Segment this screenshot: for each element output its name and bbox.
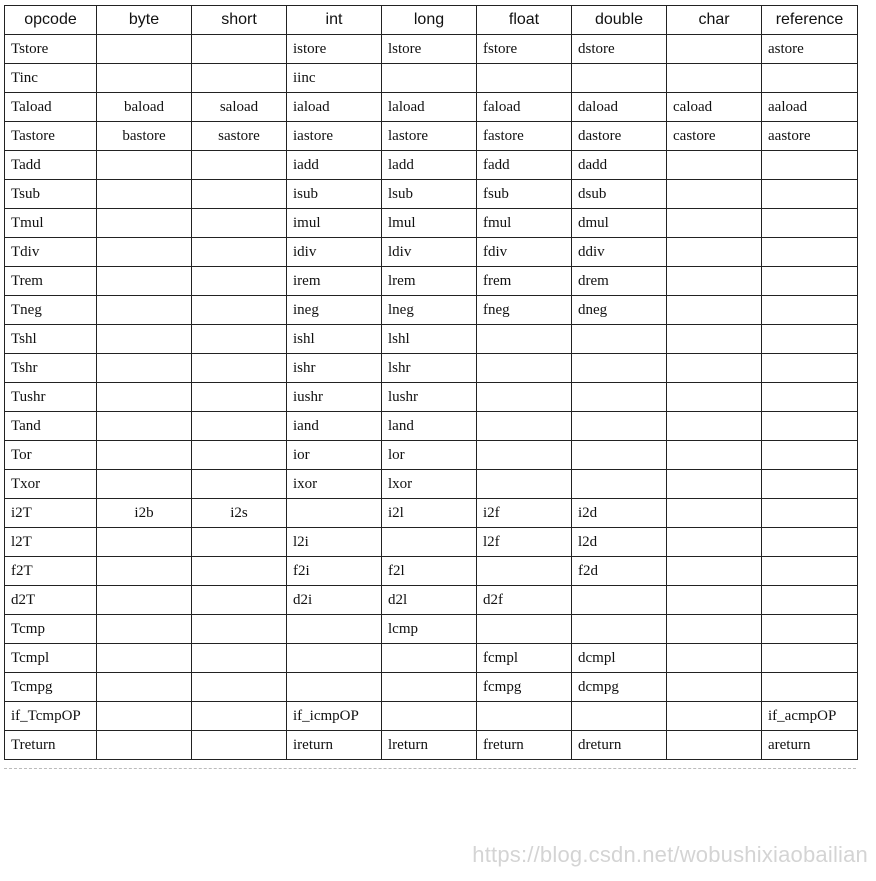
instruction-cell-char bbox=[667, 586, 762, 615]
header-int: int bbox=[287, 6, 382, 35]
instruction-cell-reference bbox=[762, 209, 858, 238]
instruction-cell-byte bbox=[97, 412, 192, 441]
instruction-cell-long: ldiv bbox=[382, 238, 477, 267]
instruction-cell-reference bbox=[762, 151, 858, 180]
instruction-cell-short bbox=[192, 180, 287, 209]
opcode-cell: Tneg bbox=[5, 296, 97, 325]
instruction-cell-reference: aastore bbox=[762, 122, 858, 151]
instruction-cell-char bbox=[667, 470, 762, 499]
opcode-cell: Tdiv bbox=[5, 238, 97, 267]
header-opcode: opcode bbox=[5, 6, 97, 35]
table-row bbox=[5, 731, 858, 760]
table-row bbox=[5, 528, 858, 557]
instruction-cell-long bbox=[382, 644, 477, 673]
instruction-cell-int: l2i bbox=[287, 528, 382, 557]
instruction-cell-double: dstore bbox=[572, 35, 667, 64]
instruction-cell-reference bbox=[762, 557, 858, 586]
instruction-cell-short bbox=[192, 383, 287, 412]
instruction-cell-int: ireturn bbox=[287, 731, 382, 760]
opcode-cell: Tushr bbox=[5, 383, 97, 412]
instruction-cell-char bbox=[667, 731, 762, 760]
instruction-cell-float bbox=[477, 383, 572, 412]
instruction-cell-short bbox=[192, 615, 287, 644]
instruction-cell-byte bbox=[97, 586, 192, 615]
instruction-cell-byte bbox=[97, 354, 192, 383]
instruction-cell-short bbox=[192, 673, 287, 702]
instruction-cell-reference bbox=[762, 615, 858, 644]
instruction-cell-short bbox=[192, 238, 287, 267]
instruction-cell-char bbox=[667, 209, 762, 238]
table-row bbox=[5, 35, 858, 64]
instruction-cell-double: i2d bbox=[572, 499, 667, 528]
instruction-cell-long: land bbox=[382, 412, 477, 441]
instruction-cell-double bbox=[572, 383, 667, 412]
instruction-cell-int: idiv bbox=[287, 238, 382, 267]
instruction-cell-char bbox=[667, 441, 762, 470]
instruction-cell-char bbox=[667, 238, 762, 267]
instruction-cell-int: iinc bbox=[287, 64, 382, 93]
instruction-cell-char bbox=[667, 383, 762, 412]
instruction-cell-short bbox=[192, 151, 287, 180]
instruction-cell-reference bbox=[762, 238, 858, 267]
instruction-cell-long: lsub bbox=[382, 180, 477, 209]
instruction-cell-short bbox=[192, 325, 287, 354]
instruction-cell-short bbox=[192, 354, 287, 383]
instruction-cell-reference bbox=[762, 673, 858, 702]
instruction-cell-double: f2d bbox=[572, 557, 667, 586]
instruction-cell-reference bbox=[762, 470, 858, 499]
instruction-cell-reference bbox=[762, 180, 858, 209]
instruction-cell-int: ior bbox=[287, 441, 382, 470]
opcode-cell: Tadd bbox=[5, 151, 97, 180]
opcode-cell: Tor bbox=[5, 441, 97, 470]
instruction-cell-byte bbox=[97, 267, 192, 296]
instruction-cell-float bbox=[477, 441, 572, 470]
opcode-cell: Trem bbox=[5, 267, 97, 296]
instruction-cell-int: iand bbox=[287, 412, 382, 441]
instruction-cell-long: lxor bbox=[382, 470, 477, 499]
instruction-cell-char bbox=[667, 557, 762, 586]
instruction-cell-float bbox=[477, 470, 572, 499]
instruction-cell-double: daload bbox=[572, 93, 667, 122]
instruction-cell-short bbox=[192, 64, 287, 93]
instruction-cell-char bbox=[667, 325, 762, 354]
instruction-cell-char bbox=[667, 296, 762, 325]
table-row bbox=[5, 441, 858, 470]
table-row bbox=[5, 470, 858, 499]
instruction-cell-reference bbox=[762, 383, 858, 412]
watermark: https://blog.csdn.net/wobushixiaobailian bbox=[472, 842, 868, 867]
table-row bbox=[5, 64, 858, 93]
instruction-cell-float: fdiv bbox=[477, 238, 572, 267]
instruction-cell-float: fcmpl bbox=[477, 644, 572, 673]
instruction-cell-int: ishr bbox=[287, 354, 382, 383]
instruction-cell-byte bbox=[97, 615, 192, 644]
instruction-cell-int bbox=[287, 644, 382, 673]
instruction-cell-int: if_icmpOP bbox=[287, 702, 382, 731]
instruction-cell-char bbox=[667, 151, 762, 180]
opcode-cell: Tstore bbox=[5, 35, 97, 64]
opcode-cell: f2T bbox=[5, 557, 97, 586]
instruction-cell-double: dmul bbox=[572, 209, 667, 238]
instruction-cell-int: iadd bbox=[287, 151, 382, 180]
header-reference: reference bbox=[762, 6, 858, 35]
opcode-cell: Tcmpg bbox=[5, 673, 97, 702]
header-byte: byte bbox=[97, 6, 192, 35]
instruction-cell-float: fneg bbox=[477, 296, 572, 325]
instruction-cell-int: f2i bbox=[287, 557, 382, 586]
opcode-cell: Tcmpl bbox=[5, 644, 97, 673]
instruction-cell-reference bbox=[762, 267, 858, 296]
table-row bbox=[5, 93, 858, 122]
instruction-cell-short bbox=[192, 557, 287, 586]
instruction-cell-double bbox=[572, 441, 667, 470]
table-row bbox=[5, 644, 858, 673]
instruction-cell-double bbox=[572, 470, 667, 499]
opcode-cell: Tastore bbox=[5, 122, 97, 151]
instruction-cell-long: lrem bbox=[382, 267, 477, 296]
opcode-cell: d2T bbox=[5, 586, 97, 615]
instruction-cell-int: d2i bbox=[287, 586, 382, 615]
table-row bbox=[5, 296, 858, 325]
instruction-cell-short: saload bbox=[192, 93, 287, 122]
instruction-cell-byte bbox=[97, 209, 192, 238]
instruction-cell-float bbox=[477, 64, 572, 93]
instruction-cell-int bbox=[287, 499, 382, 528]
table-row bbox=[5, 267, 858, 296]
instruction-cell-long: lmul bbox=[382, 209, 477, 238]
opcode-cell: Tshl bbox=[5, 325, 97, 354]
instruction-cell-reference bbox=[762, 644, 858, 673]
instruction-cell-int: iastore bbox=[287, 122, 382, 151]
table-row bbox=[5, 702, 858, 731]
table-row bbox=[5, 180, 858, 209]
table-row bbox=[5, 499, 858, 528]
instruction-cell-reference bbox=[762, 296, 858, 325]
instruction-cell-int bbox=[287, 673, 382, 702]
instruction-cell-short bbox=[192, 412, 287, 441]
instruction-cell-char bbox=[667, 499, 762, 528]
opcode-cell: Tand bbox=[5, 412, 97, 441]
instruction-cell-double: dsub bbox=[572, 180, 667, 209]
instruction-cell-short bbox=[192, 296, 287, 325]
opcode-cell: Taload bbox=[5, 93, 97, 122]
instruction-cell-long: lcmp bbox=[382, 615, 477, 644]
instruction-cell-int: istore bbox=[287, 35, 382, 64]
instruction-cell-byte bbox=[97, 702, 192, 731]
instruction-cell-double bbox=[572, 412, 667, 441]
opcode-cell: Treturn bbox=[5, 731, 97, 760]
instruction-cell-long: f2l bbox=[382, 557, 477, 586]
instruction-cell-byte bbox=[97, 151, 192, 180]
instruction-cell-int: iaload bbox=[287, 93, 382, 122]
instruction-cell-short bbox=[192, 441, 287, 470]
opcode-cell: Tsub bbox=[5, 180, 97, 209]
header-short: short bbox=[192, 6, 287, 35]
table-row bbox=[5, 238, 858, 267]
instruction-cell-long: lor bbox=[382, 441, 477, 470]
instruction-cell-long: i2l bbox=[382, 499, 477, 528]
instruction-cell-float bbox=[477, 412, 572, 441]
instruction-cell-float: fstore bbox=[477, 35, 572, 64]
instruction-cell-double: dastore bbox=[572, 122, 667, 151]
instruction-cell-int: iushr bbox=[287, 383, 382, 412]
opcode-cell: Txor bbox=[5, 470, 97, 499]
table-row bbox=[5, 325, 858, 354]
instruction-cell-double bbox=[572, 702, 667, 731]
instruction-cell-float: fsub bbox=[477, 180, 572, 209]
instruction-cell-long bbox=[382, 673, 477, 702]
instruction-cell-char: caload bbox=[667, 93, 762, 122]
instruction-cell-int: ishl bbox=[287, 325, 382, 354]
instruction-cell-long: ladd bbox=[382, 151, 477, 180]
instruction-cell-short bbox=[192, 702, 287, 731]
instruction-cell-byte: baload bbox=[97, 93, 192, 122]
instruction-cell-float: fastore bbox=[477, 122, 572, 151]
instruction-cell-int: irem bbox=[287, 267, 382, 296]
instruction-cell-char bbox=[667, 35, 762, 64]
table-row bbox=[5, 586, 858, 615]
instruction-cell-double bbox=[572, 586, 667, 615]
instruction-cell-short bbox=[192, 35, 287, 64]
instruction-cell-reference bbox=[762, 354, 858, 383]
instruction-cell-byte bbox=[97, 383, 192, 412]
instruction-cell-reference bbox=[762, 325, 858, 354]
instruction-cell-long: d2l bbox=[382, 586, 477, 615]
instruction-cell-float: faload bbox=[477, 93, 572, 122]
instruction-cell-char: castore bbox=[667, 122, 762, 151]
instruction-cell-short bbox=[192, 470, 287, 499]
instruction-cell-long: laload bbox=[382, 93, 477, 122]
instruction-cell-long: lshl bbox=[382, 325, 477, 354]
instruction-cell-byte: bastore bbox=[97, 122, 192, 151]
instruction-cell-reference: areturn bbox=[762, 731, 858, 760]
instruction-cell-float: fadd bbox=[477, 151, 572, 180]
instruction-cell-int: ineg bbox=[287, 296, 382, 325]
instruction-cell-short: i2s bbox=[192, 499, 287, 528]
instruction-cell-short bbox=[192, 586, 287, 615]
instruction-cell-int: ixor bbox=[287, 470, 382, 499]
instruction-cell-char bbox=[667, 64, 762, 93]
instruction-cell-float: frem bbox=[477, 267, 572, 296]
table-row bbox=[5, 557, 858, 586]
table-body bbox=[5, 35, 858, 760]
instruction-cell-byte bbox=[97, 180, 192, 209]
instruction-cell-char bbox=[667, 644, 762, 673]
instruction-cell-reference: aaload bbox=[762, 93, 858, 122]
header-long: long bbox=[382, 6, 477, 35]
instruction-cell-long bbox=[382, 702, 477, 731]
instruction-cell-long: lastore bbox=[382, 122, 477, 151]
opcode-cell: Tcmp bbox=[5, 615, 97, 644]
instruction-cell-short bbox=[192, 209, 287, 238]
opcode-cell: i2T bbox=[5, 499, 97, 528]
opcode-cell: Tshr bbox=[5, 354, 97, 383]
instruction-cell-double bbox=[572, 325, 667, 354]
instruction-cell-double: ddiv bbox=[572, 238, 667, 267]
instruction-cell-byte bbox=[97, 731, 192, 760]
instruction-cell-double: l2d bbox=[572, 528, 667, 557]
instruction-cell-double bbox=[572, 354, 667, 383]
table-row bbox=[5, 209, 858, 238]
opcode-cell: Tmul bbox=[5, 209, 97, 238]
instruction-cell-char bbox=[667, 702, 762, 731]
table-row bbox=[5, 615, 858, 644]
header-row bbox=[5, 6, 858, 35]
instruction-cell-float bbox=[477, 557, 572, 586]
instruction-cell-double: dcmpl bbox=[572, 644, 667, 673]
instruction-cell-reference bbox=[762, 528, 858, 557]
scan-artifact-line bbox=[4, 768, 856, 769]
instruction-cell-reference: if_acmpOP bbox=[762, 702, 858, 731]
instruction-cell-char bbox=[667, 354, 762, 383]
instruction-cell-double: dadd bbox=[572, 151, 667, 180]
instruction-cell-long: lneg bbox=[382, 296, 477, 325]
instruction-cell-char bbox=[667, 267, 762, 296]
instruction-cell-int: isub bbox=[287, 180, 382, 209]
instruction-cell-float bbox=[477, 325, 572, 354]
instruction-cell-byte: i2b bbox=[97, 499, 192, 528]
instruction-cell-char bbox=[667, 412, 762, 441]
instruction-cell-reference bbox=[762, 64, 858, 93]
instruction-cell-char bbox=[667, 673, 762, 702]
instruction-cell-long bbox=[382, 528, 477, 557]
table-row bbox=[5, 383, 858, 412]
instruction-cell-int bbox=[287, 615, 382, 644]
opcode-type-table bbox=[4, 5, 858, 760]
instruction-cell-char bbox=[667, 180, 762, 209]
instruction-cell-double: dneg bbox=[572, 296, 667, 325]
table-row bbox=[5, 151, 858, 180]
instruction-cell-long: lshr bbox=[382, 354, 477, 383]
instruction-cell-long bbox=[382, 64, 477, 93]
instruction-cell-long: lstore bbox=[382, 35, 477, 64]
instruction-cell-float: freturn bbox=[477, 731, 572, 760]
instruction-cell-double: drem bbox=[572, 267, 667, 296]
instruction-cell-reference: astore bbox=[762, 35, 858, 64]
instruction-cell-byte bbox=[97, 644, 192, 673]
instruction-cell-reference bbox=[762, 441, 858, 470]
instruction-cell-byte bbox=[97, 441, 192, 470]
instruction-cell-short bbox=[192, 644, 287, 673]
instruction-cell-byte bbox=[97, 35, 192, 64]
header-float: float bbox=[477, 6, 572, 35]
instruction-cell-long: lushr bbox=[382, 383, 477, 412]
table-row bbox=[5, 354, 858, 383]
header-char: char bbox=[667, 6, 762, 35]
instruction-cell-short bbox=[192, 528, 287, 557]
instruction-cell-float: l2f bbox=[477, 528, 572, 557]
table-row bbox=[5, 122, 858, 151]
instruction-cell-float: fcmpg bbox=[477, 673, 572, 702]
header-double: double bbox=[572, 6, 667, 35]
instruction-cell-short bbox=[192, 267, 287, 296]
instruction-cell-short bbox=[192, 731, 287, 760]
instruction-cell-float: fmul bbox=[477, 209, 572, 238]
instruction-cell-float: i2f bbox=[477, 499, 572, 528]
instruction-cell-char bbox=[667, 528, 762, 557]
opcode-cell: Tinc bbox=[5, 64, 97, 93]
instruction-cell-char bbox=[667, 615, 762, 644]
table-row bbox=[5, 412, 858, 441]
instruction-cell-double bbox=[572, 615, 667, 644]
instruction-cell-double bbox=[572, 64, 667, 93]
instruction-cell-float bbox=[477, 354, 572, 383]
opcode-cell: if_TcmpOP bbox=[5, 702, 97, 731]
instruction-cell-reference bbox=[762, 586, 858, 615]
instruction-cell-byte bbox=[97, 528, 192, 557]
instruction-cell-byte bbox=[97, 325, 192, 354]
opcode-cell: l2T bbox=[5, 528, 97, 557]
instruction-cell-byte bbox=[97, 238, 192, 267]
instruction-cell-byte bbox=[97, 557, 192, 586]
instruction-cell-byte bbox=[97, 296, 192, 325]
instruction-cell-reference bbox=[762, 499, 858, 528]
instruction-cell-short: sastore bbox=[192, 122, 287, 151]
instruction-cell-float: d2f bbox=[477, 586, 572, 615]
instruction-cell-byte bbox=[97, 470, 192, 499]
instruction-cell-byte bbox=[97, 673, 192, 702]
instruction-cell-int: imul bbox=[287, 209, 382, 238]
instruction-cell-float bbox=[477, 615, 572, 644]
instruction-cell-double: dcmpg bbox=[572, 673, 667, 702]
instruction-cell-byte bbox=[97, 64, 192, 93]
instruction-cell-reference bbox=[762, 412, 858, 441]
instruction-cell-long: lreturn bbox=[382, 731, 477, 760]
instruction-cell-double: dreturn bbox=[572, 731, 667, 760]
table-row bbox=[5, 673, 858, 702]
instruction-cell-float bbox=[477, 702, 572, 731]
